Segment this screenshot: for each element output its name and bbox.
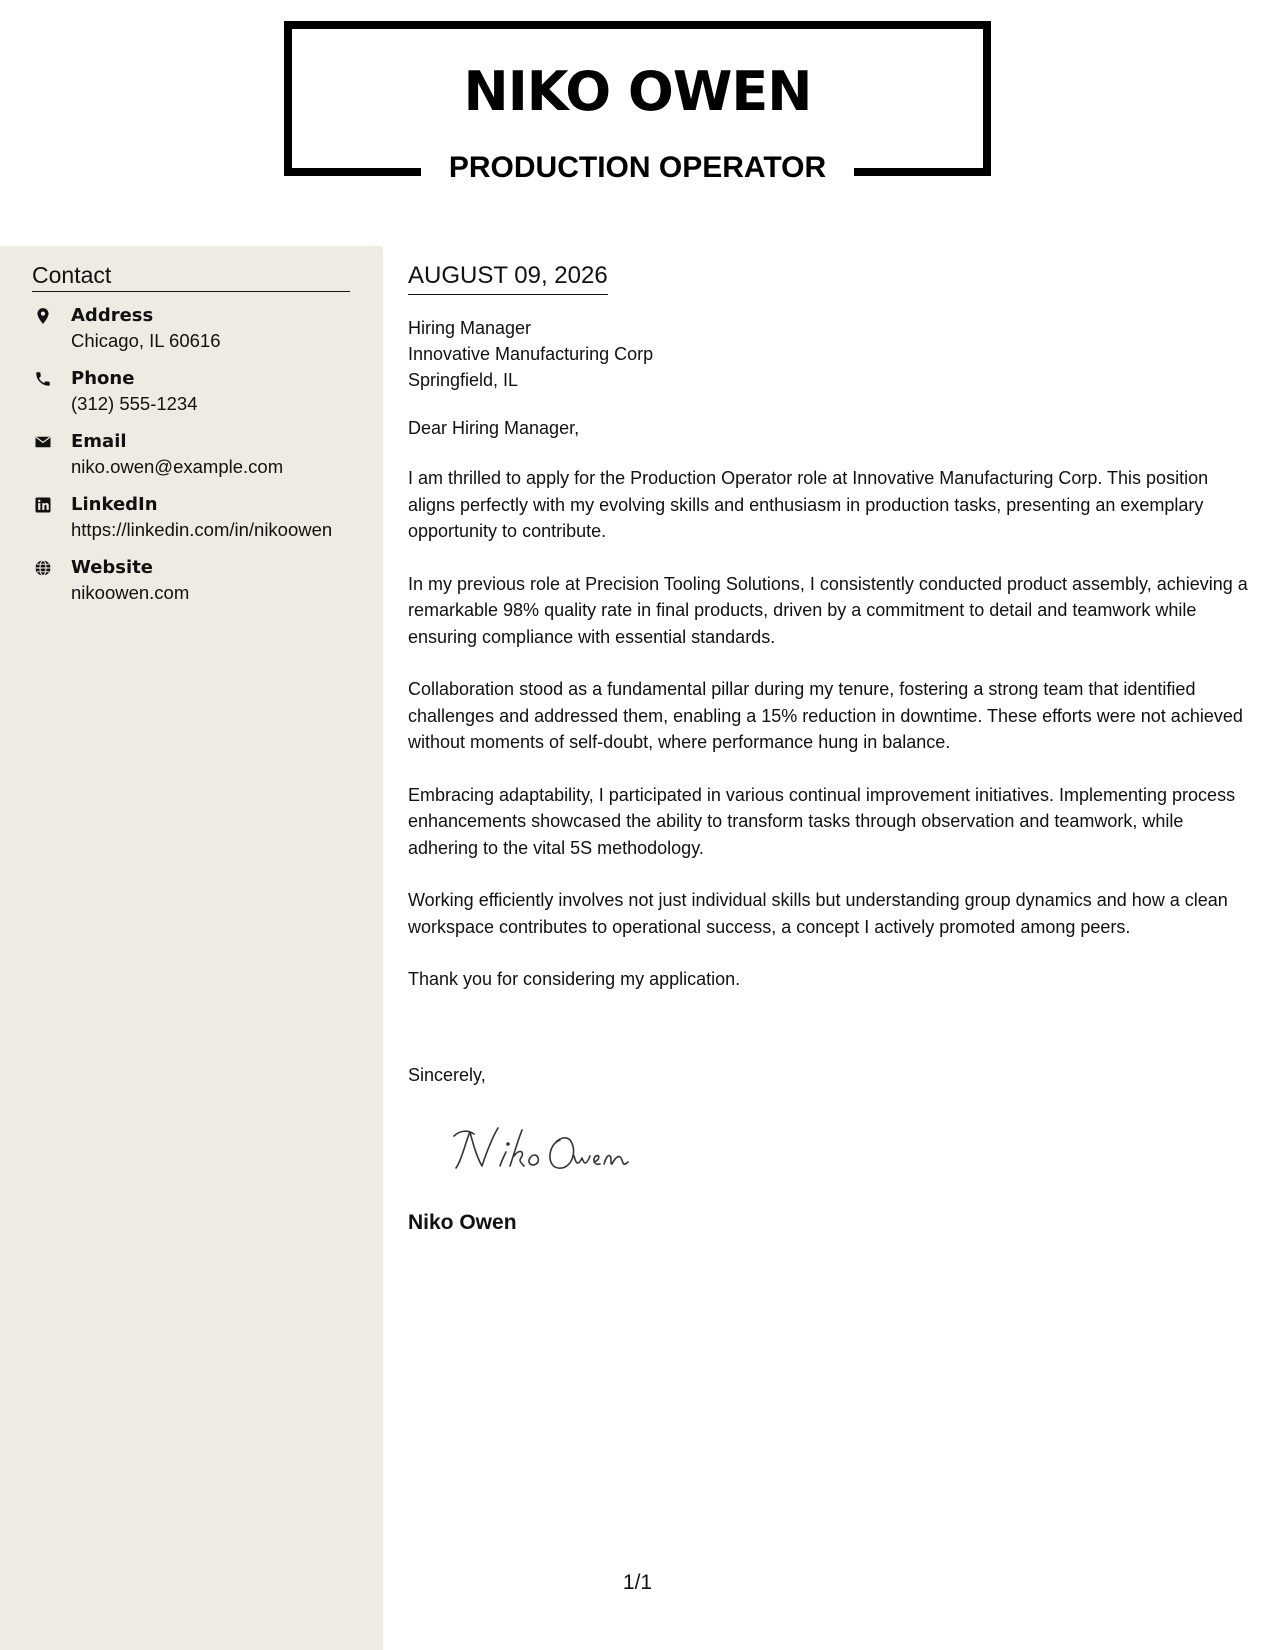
body-paragraph: Working efficiently involves not just individual skills but understanding group dynamics and how a clean workspace contributes to operational success, a concept I actively promoted among peers. bbox=[408, 890, 1228, 937]
phone-icon bbox=[34, 370, 52, 388]
recipient-location: Springfield, IL bbox=[408, 370, 519, 390]
recipient-company: Innovative Manufacturing Corp bbox=[408, 344, 654, 364]
contact-heading: Contact bbox=[32, 262, 350, 292]
linkedin-label: LinkedIn bbox=[71, 494, 158, 515]
map-pin-icon bbox=[34, 307, 52, 325]
envelope-icon bbox=[34, 433, 52, 451]
email-label: Email bbox=[71, 431, 127, 452]
letter-body bbox=[408, 262, 1254, 1019]
linkedin-value: https://linkedin.com/in/nikoowen bbox=[71, 519, 333, 540]
address-value: Chicago, IL 60616 bbox=[71, 330, 221, 351]
linkedin-icon bbox=[34, 496, 52, 514]
closing: Sincerely, bbox=[408, 1065, 486, 1085]
body-paragraph: Embracing adaptability, I participated in various continual improvement initiatives. Implementing process enhancements showcased the ability to transform tasks through observation and teamwork, while adhering to the vital 5S methodology. bbox=[408, 784, 1236, 858]
website-value: nikoowen.com bbox=[71, 582, 190, 603]
body-paragraph: I am thrilled to apply for the Production Operator role at Innovative Manufacturing Corp. This position aligns perfectly with my evolving skills and enthusiasm in production tasks, presenting an exemplary opportunity to contribute. bbox=[408, 468, 1209, 541]
body-paragraph: Thank you for considering my application. bbox=[408, 969, 741, 989]
recipient-block bbox=[408, 315, 1254, 393]
phone-value: (312) 555-1234 bbox=[71, 393, 198, 414]
website-label: Website bbox=[71, 557, 154, 578]
recipient-title: Hiring Manager bbox=[408, 318, 532, 338]
page-number: 1/1 bbox=[622, 1571, 653, 1594]
body-paragraph: In my previous role at Precision Tooling Solutions, I consistently conducted product assembly, achieving a remarkable 98% quality rate in final products, driven by a commitment to detail and teamwork while ensuring compliance with essential standards. bbox=[408, 573, 1248, 647]
job-title: PRODUCTION OPERATOR bbox=[448, 151, 827, 184]
phone-label: Phone bbox=[71, 368, 135, 389]
body-paragraph: Collaboration stood as a fundamental pillar during my tenure, fostering a strong team that identified challenges and addressed them, enabling a 15% reduction in downtime. These efforts were not achieved without moments of self-doubt, where performance hung in balance. bbox=[408, 679, 1243, 752]
greeting: Dear Hiring Manager, bbox=[408, 418, 580, 438]
email-value: niko.owen@example.com bbox=[71, 456, 284, 477]
signature-image bbox=[452, 1120, 632, 1180]
letter-date: AUGUST 09, 2026 bbox=[408, 262, 608, 295]
candidate-name: NIKO OWEN bbox=[463, 60, 812, 123]
address-label: Address bbox=[71, 305, 154, 326]
signer-name: Niko Owen bbox=[408, 1211, 517, 1234]
globe-icon bbox=[34, 559, 52, 577]
